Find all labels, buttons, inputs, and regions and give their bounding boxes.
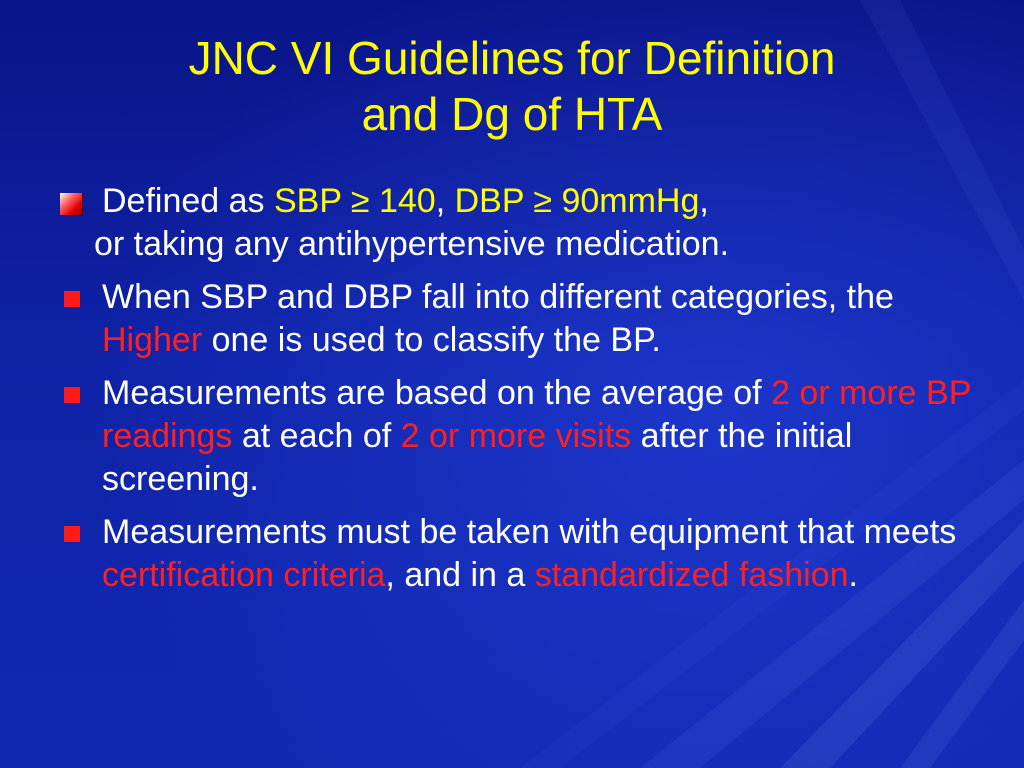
highlight-certification: certification criteria (102, 556, 386, 594)
bullet-item-categories (58, 276, 978, 362)
bullet-item-measurements-average (58, 372, 978, 501)
bullet-continuation: or taking any antihypertensive medication. (94, 225, 730, 263)
bullet-text: When SBP and DBP fall into different categories, the (102, 278, 894, 316)
bullet-square-icon (64, 291, 80, 307)
bullet-square-icon (60, 193, 82, 215)
bullet-text: after the initial screening. (102, 417, 853, 498)
bullet-text: one is used to classify the BP. (202, 321, 661, 359)
slide-title-line-2: and Dg of HTA (361, 88, 663, 140)
bullet-text: Measurements are based on the average of (102, 374, 772, 412)
bullet-item-equipment (58, 511, 978, 597)
slide-title (40, 30, 984, 142)
highlight-standardized: standardized fashion (534, 556, 849, 594)
slide-title-line-1: JNC VI Guidelines for Definition (188, 32, 836, 84)
bullet-text: . (848, 556, 858, 594)
bullet-text: Defined as (102, 182, 274, 220)
bullet-square-icon (64, 526, 80, 542)
bullet-text: , (435, 182, 455, 220)
bullet-text: Measurements must be taken with equipment that meets (102, 513, 957, 551)
bullet-text: at each of (232, 417, 401, 455)
highlight-readings: 2 or more BP readings (102, 374, 971, 455)
bullet-text: , and in a (385, 556, 535, 594)
bullet-square-icon (64, 387, 80, 403)
bullet-list (58, 180, 978, 607)
bullet-item-definition (58, 180, 978, 266)
highlight-higher: Higher (102, 321, 203, 359)
highlight-visits: 2 or more visits (400, 417, 632, 455)
highlight-sbp: SBP ≥ 140 (274, 182, 436, 220)
highlight-dbp: DBP ≥ 90mmHg (454, 182, 700, 220)
bullet-text: , (699, 182, 709, 220)
